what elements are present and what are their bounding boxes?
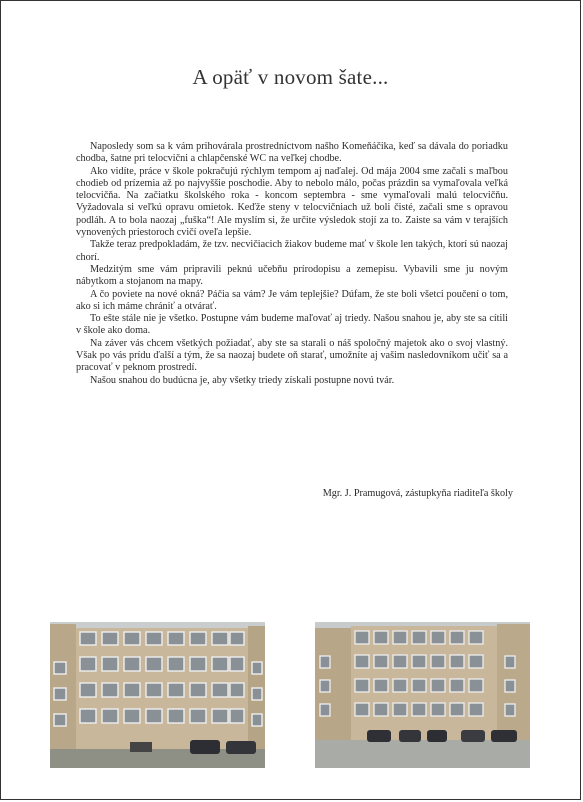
school-building-photo (315, 622, 530, 768)
school-building-photo (50, 622, 265, 768)
paragraph: Na záver vás chcem všetkých požiadať, aby ste sa starali o náš spoločný majetok ako o svoj vlastný. Však po vás prídu ďalší a tým, že sa naozaj budete oň starať, umožníte aj vašim nasledovníkom učiť sa a pracovať v peknom prostredí. (76, 337, 508, 374)
paragraph: Našou snahou do budúcna je, aby všetky triedy získali postupne novú tvár. (90, 374, 395, 386)
paragraph: Medzitým sme vám pripravili peknú učebňu prírodopisu a zemepisu. Vybavili sme ju novým nábytkom a stojanom na mapy. (76, 263, 508, 288)
paragraph: Ako vidíte, práce v škole pokračujú rýchlym tempom aj naďalej. Od mája 2004 sme začali s maľbou chodieb od prízemia až po najvyššie poschodie. Aby to nebolo málo, počas prázdin sa vymaľovala veľká telocvičňa. Na začiatku školského roka - koncom septembra - sme vymaľovali malú telocvičňu. Vyžadovala si veľkú opravu omietok. Keďže steny v telocvičniach už boli čisté, začali sme s opravou podláh. A to bola naozaj „fuška“! Ale myslím si, že určite výsledok stojí za to. Zaiste sa vám v terajších vynovených priestoroch cvičí oveľa lepšie. (76, 165, 508, 239)
paragraph: A čo poviete na nové okná? Páčia sa vám? Je vám teplejšie? Dúfam, že ste boli všetci poučení o tom, ako si ich máme chrániť a otvárať. (76, 288, 508, 312)
signature: Mgr. J. Pramugová, zástupkyňa riaditeľa školy (322, 488, 513, 499)
page-title: A opäť v novom šate... (192, 65, 389, 89)
paragraph: To ešte stále nie je všetko. Postupne vám budeme maľovať aj triedy. Našou snahou je, aby ste sa cítili v škole ako doma. (76, 313, 508, 337)
paragraph: Naposledy som sa k vám prihovárala prostredníctvom našho Komeňáčika, keď sa dávala do poriadku chodba, šatne pri telocvični a chlapčenské WC na veľkej chodbe. (76, 141, 508, 165)
paragraph: Takže teraz predpokladám, že tzv. necvičiacich žiakov budeme mať v škole len takých, ktorí sú naozaj chorí. (76, 239, 508, 263)
article-body (76, 141, 508, 387)
